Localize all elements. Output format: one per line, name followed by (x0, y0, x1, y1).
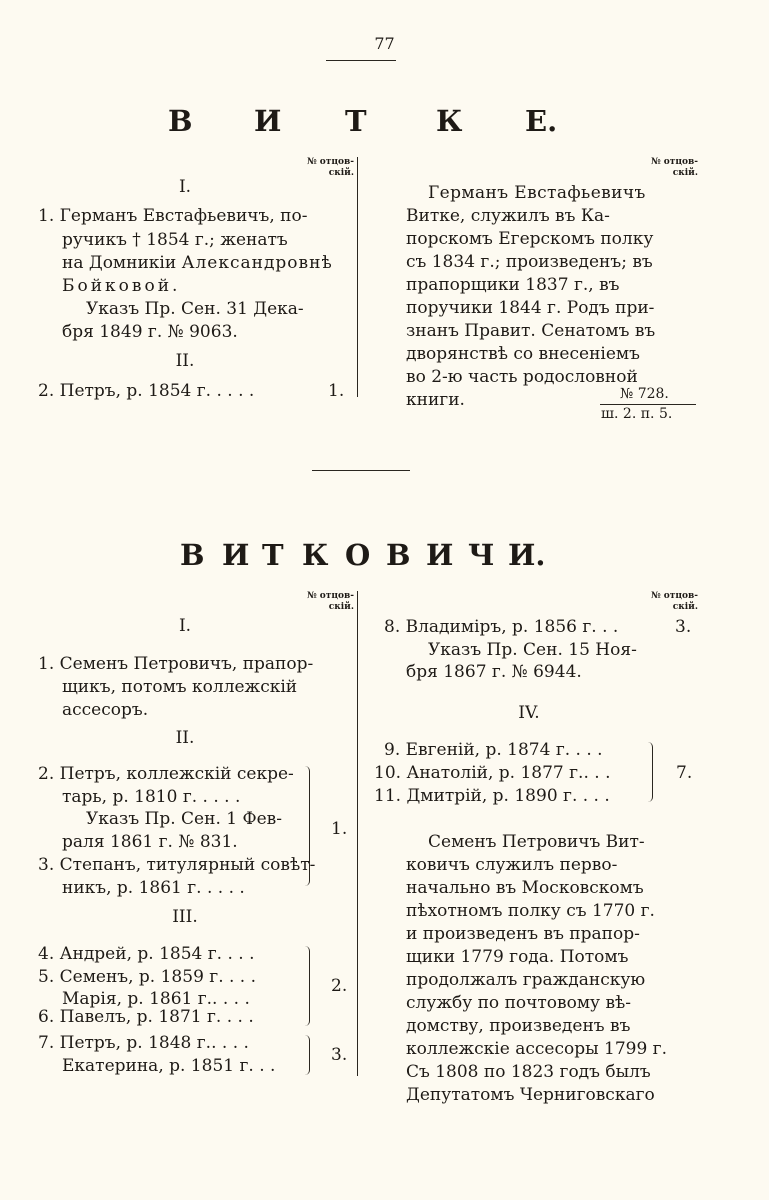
generation-label: II. (175, 351, 195, 371)
bio-line: знанъ Правит. Сенатомъ въ (406, 321, 656, 341)
entry-line: 7. Петръ, р. 1848 г.. . . . (38, 1033, 249, 1053)
column-divider (357, 591, 358, 1076)
title-letter: И (426, 538, 454, 572)
title-letter: Т (345, 104, 367, 138)
entry-line: 2. Петръ, коллежскій секре- (38, 764, 294, 784)
bio-line: ковичъ служилъ перво- (406, 855, 618, 875)
entry-line: тарь, р. 1810 г. . . . . (62, 787, 241, 807)
bio-line: прапорщики 1837 г., въ (406, 275, 620, 295)
entry-line: 3. Степанъ, титулярный совѣт- (38, 855, 316, 875)
column-header-father: № отцов- скій. (650, 157, 698, 178)
generation-label: I. (178, 616, 192, 636)
entry-line: 5. Семенъ, р. 1859 г. . . . (38, 967, 257, 987)
decree-line: Указъ Пр. Сен. 15 Ноя- (428, 640, 637, 660)
bio-line: Семенъ Петровичъ Вит- (428, 832, 645, 852)
father-ref: 1. (328, 381, 345, 401)
father-ref: 7. (676, 763, 693, 783)
bio-line: книги. (406, 390, 465, 410)
bio-line: начально въ Московскомъ (406, 878, 644, 898)
bio-line: во 2-ю часть родословной (406, 367, 638, 387)
generation-label: III. (172, 907, 198, 927)
generation-label: I. (178, 177, 192, 197)
page-number: 77 (374, 34, 395, 53)
title-letter: И (222, 538, 250, 572)
decree-line: Указъ Пр. Сен. 1 Фев- (86, 809, 282, 829)
column-header-father: № отцов- скій. (306, 591, 354, 612)
title-letter: В (168, 104, 193, 138)
bio-line: Витке, служилъ въ Ка- (406, 206, 610, 226)
entry-line: 8. Владиміръ, р. 1856 г. . . (384, 617, 619, 637)
father-ref: 1. (331, 819, 348, 839)
bio-line: продолжалъ гражданскую (406, 970, 646, 990)
decree-line: Указъ Пр. Сен. 31 Дека- (86, 299, 304, 319)
entry-line: щикъ, потомъ коллежскій (62, 677, 298, 697)
column-header-father: № отцов- скій. (306, 157, 354, 178)
entry-line-spaced: Бойковой. (62, 276, 181, 296)
decree-line: бря 1849 г. № 9063. (62, 322, 238, 342)
title-letter: Ч (468, 538, 495, 572)
file-number: № 728. (620, 386, 669, 402)
entry-line: Марія, р. 1861 г.. . . . (62, 989, 250, 1009)
page-number-rule (326, 60, 396, 61)
entry-line: 1. Семенъ Петровичъ, прапор- (38, 654, 314, 674)
entry-line: 10. Анатолій, р. 1877 г.. . . (374, 763, 611, 783)
bio-line: Съ 1808 по 1823 годъ былъ (406, 1062, 651, 1082)
decree-line: раля 1861 г. № 831. (62, 832, 238, 852)
title-letter: И. (508, 538, 546, 572)
decree-line: бря 1867 г. № 6944. (406, 662, 582, 682)
bio-line: домству, произведенъ въ (406, 1016, 631, 1036)
title-letter: К (436, 104, 463, 138)
bio-line: коллежскіе ассесоры 1799 г. (406, 1039, 667, 1059)
father-ref: 3. (331, 1045, 348, 1065)
entry-line: 1. Германъ Евстафьевичъ, по- (38, 206, 308, 226)
bio-line: дворянствѣ со внесеніемъ (406, 344, 640, 364)
entry-line (62, 253, 333, 273)
bio-line: съ 1834 г.; произведенъ; въ (406, 252, 653, 272)
bio-line: и произведенъ въ прапор- (406, 924, 640, 944)
entry-line: никъ, р. 1861 г. . . . . (62, 878, 245, 898)
group-brace (646, 742, 653, 802)
bio-line: порскомъ Егерскомъ полку (406, 229, 654, 249)
bio-line: Германъ Евстафьевичъ (428, 183, 646, 203)
column-divider (357, 157, 358, 397)
title-letter: И (254, 104, 282, 138)
column-header-father: № отцов- скій. (650, 591, 698, 612)
title-letter: В (386, 538, 411, 572)
group-brace (303, 946, 310, 1026)
title-letter: В (180, 538, 205, 572)
entry-line: 2. Петръ, р. 1854 г. . . . . (38, 381, 255, 401)
generation-label: II. (175, 728, 195, 748)
bio-line: щики 1779 года. Потомъ (406, 947, 629, 967)
entry-line: ассесоръ. (62, 700, 149, 720)
title-letter: Е. (525, 104, 558, 138)
entry-line: ручикъ † 1854 г.; женатъ (62, 230, 288, 250)
entry-line: Екатерина, р. 1851 г. . . (62, 1056, 276, 1076)
entry-text: на Домникіи (62, 253, 182, 273)
entry-text-spaced: Александровнѣ (181, 253, 333, 273)
title-letter: Т (262, 538, 284, 572)
entry-line: 4. Андрей, р. 1854 г. . . . (38, 944, 255, 964)
group-brace (303, 766, 310, 886)
bio-line: Депутатомъ Черниговскаго (406, 1085, 655, 1105)
file-reference: ш. 2. п. 5. (601, 406, 673, 422)
bio-line: поручики 1844 г. Родъ при- (406, 298, 655, 318)
file-rule (600, 404, 696, 405)
section-divider (312, 470, 410, 471)
father-ref: 2. (331, 976, 348, 996)
entry-line: 11. Дмитрій, р. 1890 г. . . . (374, 786, 610, 806)
bio-line: службу по почтовому вѣ- (406, 993, 632, 1013)
bio-line: пѣхотномъ полку съ 1770 г. (406, 901, 655, 921)
group-brace (303, 1035, 310, 1075)
father-ref: 3. (675, 617, 692, 637)
generation-label: IV. (518, 703, 540, 723)
title-letter: О (345, 538, 371, 572)
entry-line: 6. Павелъ, р. 1871 г. . . . (38, 1007, 254, 1027)
title-letter: К (302, 538, 329, 572)
entry-line: 9. Евгеній, р. 1874 г. . . . (384, 740, 603, 760)
